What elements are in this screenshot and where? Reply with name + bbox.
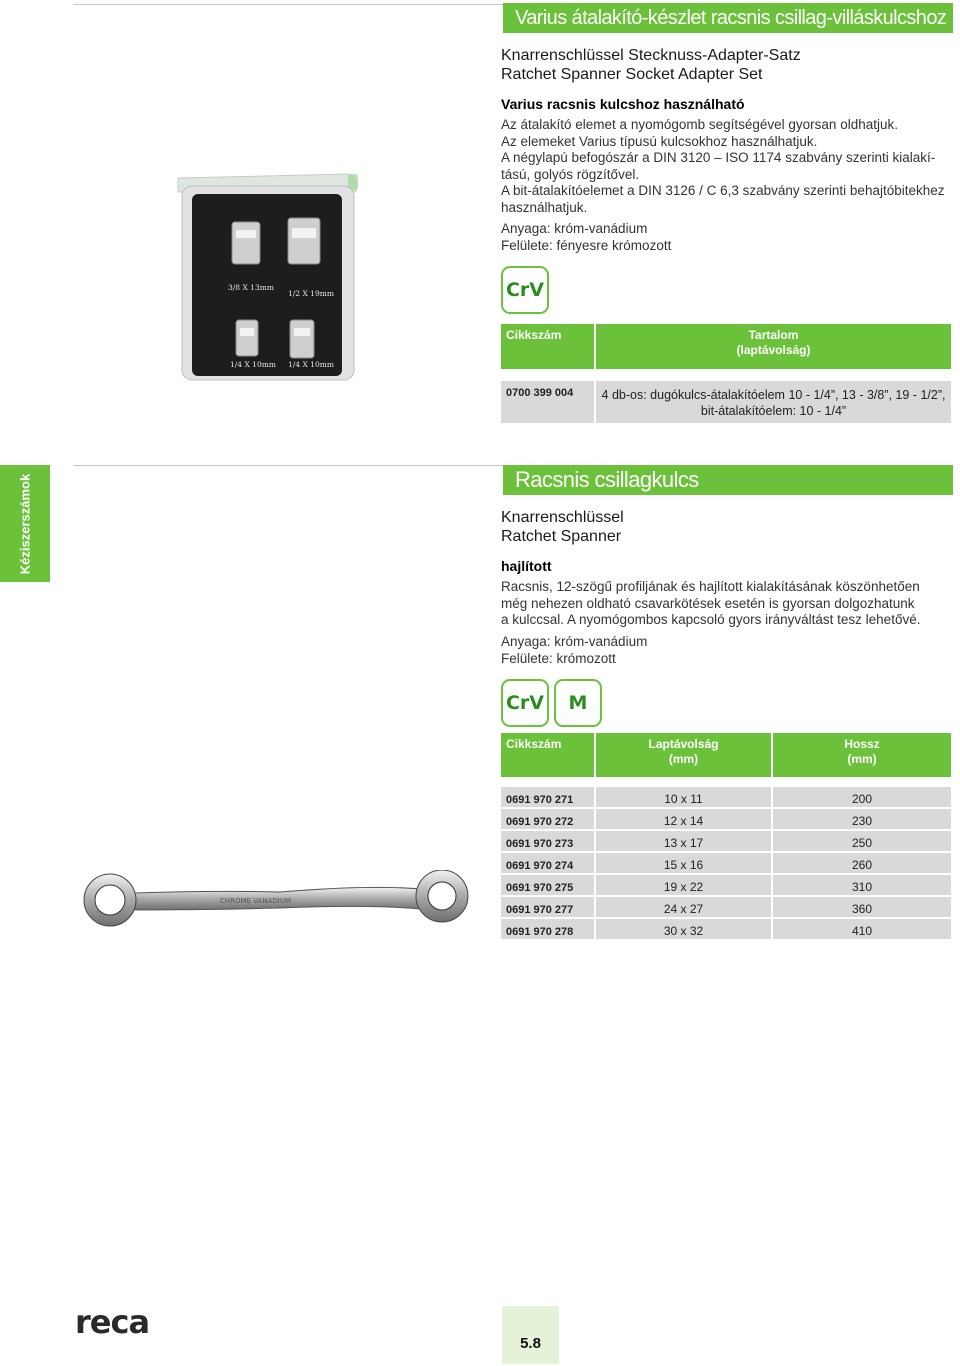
- section2-subtitle-de: Knarrenschlüssel: [501, 509, 624, 526]
- table-row: [501, 897, 951, 919]
- content-line: 4 db-os: dugókulcs-átalakítóelem 10 - 1/4”, 13 - 3/8”, 19 - 1/2”,: [601, 388, 946, 402]
- cell-length: 260: [773, 853, 951, 875]
- cell-code: 0691 970 274: [501, 853, 594, 875]
- table-row: [501, 381, 951, 425]
- section2-subtitle-en: Ratchet Spanner: [501, 528, 622, 545]
- cell-size: 19 x 22: [596, 875, 771, 897]
- section2-description: [501, 579, 953, 629]
- table-row: [501, 919, 951, 941]
- cell-code: 0700 399 004: [501, 381, 594, 425]
- col-header-line: Tartalom: [748, 328, 799, 342]
- image-label-2: 1/2 X 19mm: [288, 289, 334, 298]
- table-row: [501, 853, 951, 875]
- image-label-4: 1/4 X 10mm: [288, 360, 334, 369]
- section1-badges: [501, 266, 953, 314]
- section1-title: Varius átalakító-készlet racsnis csillag-villáskulcshoz: [503, 3, 953, 33]
- reca-logo: [75, 1305, 165, 1341]
- table-row: [501, 809, 951, 831]
- cell-length: 230: [773, 809, 951, 831]
- col-header-line: Hossz: [844, 736, 880, 751]
- cell-size: 13 x 17: [596, 831, 771, 853]
- top-rule: [73, 4, 503, 5]
- section2-material: Anyaga: króm-vanádium: [501, 633, 648, 649]
- image-label-1: 3/8 X 13mm: [228, 283, 274, 292]
- cell-code: 0691 970 277: [501, 897, 594, 919]
- cell-code: 0691 970 275: [501, 875, 594, 897]
- cell-size: 10 x 11: [596, 787, 771, 809]
- cell-size: 12 x 14: [596, 809, 771, 831]
- desc-line: A bit-átalakítóelemet a DIN 3126 / C 6,3 szabvány szerinti behajtóbitekhez: [501, 183, 945, 198]
- content-line: bit-átalakítóelem: 10 - 1/4”: [700, 404, 847, 418]
- cell-size: 15 x 16: [596, 853, 771, 875]
- col-header-line: Laptávolság: [648, 736, 719, 751]
- section1-material: Anyaga: króm-vanádium: [501, 221, 648, 236]
- cell-length: 360: [773, 897, 951, 919]
- ratchet-spanner-image: [80, 870, 475, 930]
- section1-subtitle-de: Knarrenschlüssel Stecknuss-Adapter-Satz: [501, 47, 801, 64]
- col-header-laptavolsag: [596, 733, 771, 777]
- section1-description: [501, 117, 953, 216]
- section1-table: [499, 324, 953, 425]
- col-header-line: (mm): [847, 751, 877, 766]
- section2-badges: [501, 679, 953, 727]
- col-header-cikkszam: Cikkszám: [501, 733, 594, 777]
- desc-line: a kulccsal. A nyomógombos kapcsoló gyors irányváltást tesz lehetővé.: [501, 612, 921, 627]
- section1-content: [501, 46, 953, 425]
- section2-lead: hajlított: [501, 558, 552, 574]
- table-row: [501, 787, 951, 809]
- col-header-hossz: [773, 733, 951, 777]
- crv-badge: CrV: [501, 266, 549, 314]
- cell-code: 0691 970 273: [501, 831, 594, 853]
- middle-rule: [73, 465, 503, 466]
- logo-text: reca: [75, 1305, 150, 1341]
- col-header-cikkszam: Cikkszám: [501, 324, 594, 369]
- section1-lead: Varius racsnis kulcshoz használható: [501, 96, 745, 112]
- cell-code: 0691 970 272: [501, 809, 594, 831]
- section2-table: [499, 733, 953, 941]
- crv-badge: CrV: [501, 679, 549, 727]
- side-tab-label: Kéziszerszámok: [17, 473, 33, 574]
- cell-code: 0691 970 271: [501, 787, 594, 809]
- spanner-engraving: CHROME VANADIUM: [220, 897, 291, 905]
- desc-line: még nehezen oldható csavarkötések esetén is gyorsan dolgozhatunk: [501, 595, 915, 611]
- desc-line: Az átalakító elemet a nyomógomb segítségével gyorsan oldhatjuk.: [501, 117, 898, 132]
- section2-title: Racsnis csillagkulcs: [503, 465, 953, 495]
- side-category-tab: [0, 465, 50, 582]
- adapter-set-image: [170, 170, 360, 385]
- cell-size: 30 x 32: [596, 919, 771, 941]
- section1-subtitle-en: Ratchet Spanner Socket Adapter Set: [501, 66, 763, 83]
- cell-length: 200: [773, 787, 951, 809]
- col-header-line: (mm): [668, 751, 699, 766]
- page-number-tab: [502, 1306, 559, 1364]
- page-number: 5.8: [520, 1335, 541, 1352]
- m-badge: M: [554, 679, 602, 727]
- image-label-3: 1/4 X 10mm: [230, 360, 276, 369]
- col-header-line: (laptávolság): [736, 343, 811, 357]
- cell-length: 250: [773, 831, 951, 853]
- desc-line: tású, golyós rögzítővel.: [501, 166, 640, 182]
- table-row: [501, 875, 951, 897]
- desc-line: A négylapú befogószár a DIN 3120 – ISO 1174 szabvány szerinti kialakí-: [501, 150, 936, 165]
- table-row: [501, 831, 951, 853]
- desc-line: Racsnis, 12-szögű profiljának és hajlított kialakításának köszönhetően: [501, 579, 920, 594]
- cell-size: 24 x 27: [596, 897, 771, 919]
- section2-surface: Felülete: krómozott: [501, 650, 616, 666]
- desc-line: Az elemeket Varius típusú kulcsokhoz használhatjuk.: [501, 133, 818, 149]
- cell-content: [596, 381, 951, 425]
- cell-length: 310: [773, 875, 951, 897]
- desc-line: használhatjuk.: [501, 199, 588, 215]
- cell-length: 410: [773, 919, 951, 941]
- section1-surface: Felülete: fényesre krómozott: [501, 238, 672, 253]
- col-header-tartalom: [596, 324, 951, 369]
- section2-content: [501, 508, 953, 941]
- cell-code: 0691 970 278: [501, 919, 594, 941]
